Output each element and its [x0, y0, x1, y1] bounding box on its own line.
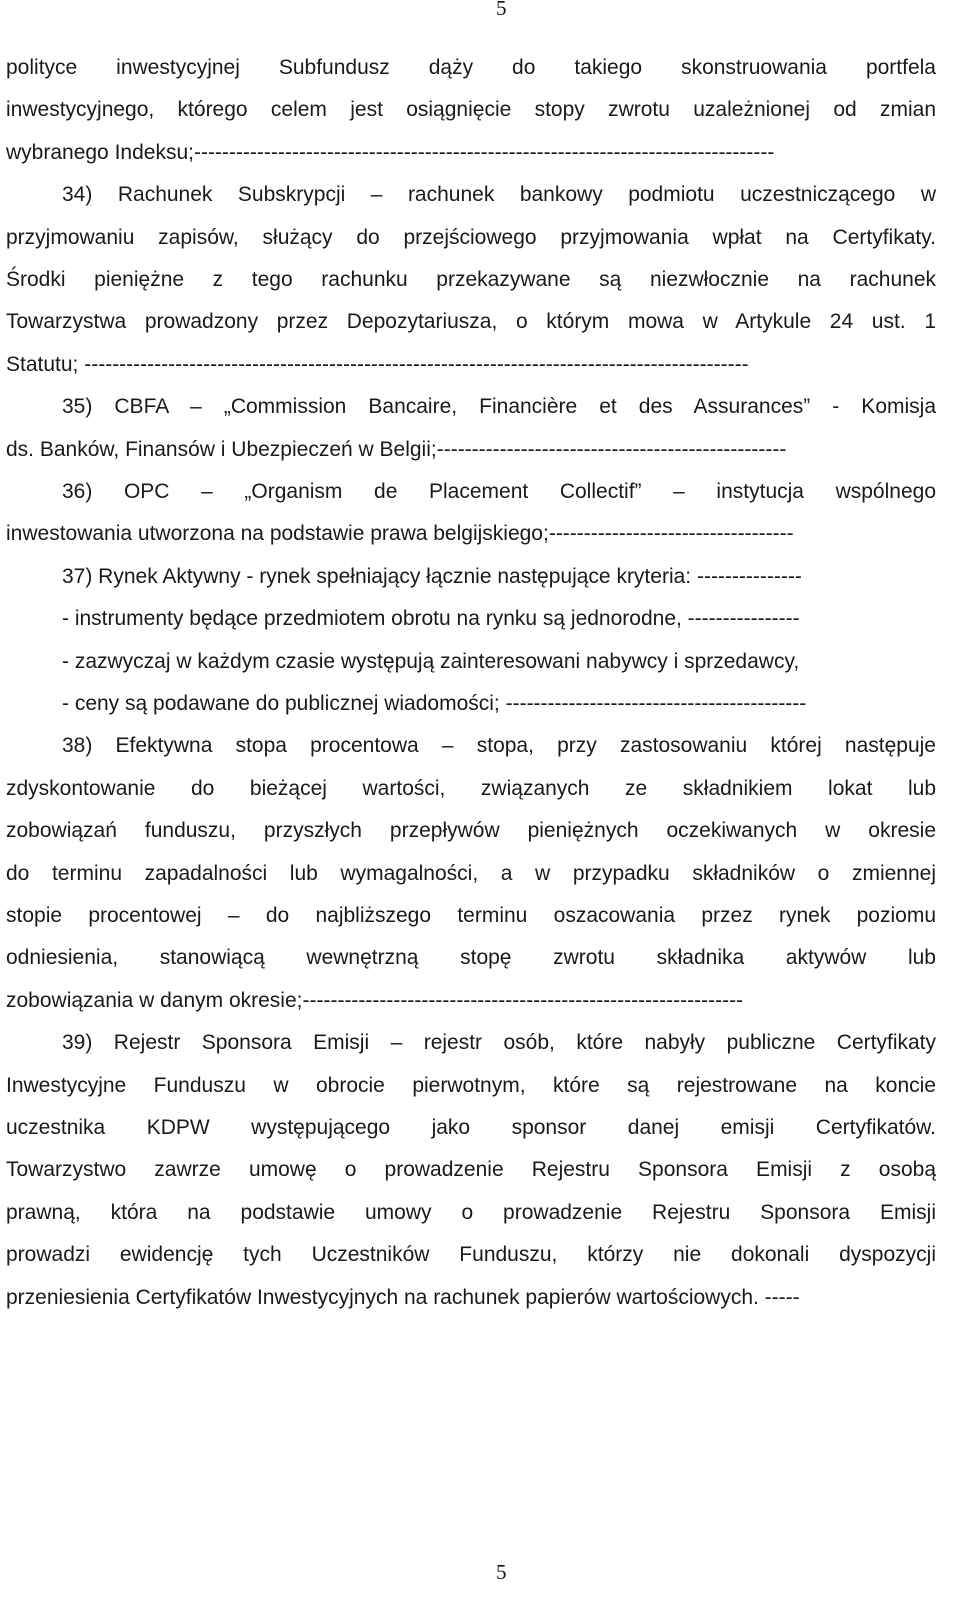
text-line: 38) Efektywna stopa procentowa – stopa, przy zastosowaniu której następuje [62, 734, 936, 758]
text-line: zobowiązania w danym okresie;--------------------------------------------------------------- [6, 988, 744, 1012]
text-line: 35) CBFA – „Commission Bancaire, Financière et des Assurances” - Komisja [62, 395, 936, 419]
text-line: Towarzystwa prowadzony przez Depozytariusza, o którym mowa w Artykule 24 ust. 1 [6, 310, 936, 334]
text-line: 39) Rejestr Sponsora Emisji – rejestr osób, które nabyły publiczne Certyfikaty [62, 1031, 936, 1055]
text-line: uczestnika KDPW występującego jako sponsor danej emisji Certyfikatów. [6, 1116, 936, 1139]
text-line: wybranego Indeksu;----------------------------------------------------------------------------------- [6, 140, 775, 164]
text-line: 36) OPC – „Organism de Placement Collectif” – instytucja wspólnego [62, 480, 936, 503]
text-line: przeniesienia Certyfikatów Inwestycyjnych na rachunek papierów wartościowych. ----- [6, 1285, 800, 1309]
text-line: - zazwyczaj w każdym czasie występują zainteresowani nabywcy i sprzedawcy, [62, 649, 800, 673]
page-number-top: 5 [496, 0, 507, 20]
text-line: Inwestycyjne Funduszu w obrocie pierwotnym, które są rejestrowane na koncie [6, 1073, 936, 1097]
text-line: do terminu zapadalności lub wymagalności, a w przypadku składników o zmiennej [6, 861, 936, 885]
text-line: zdyskontowanie do bieżącej wartości, związanych ze składnikiem lokat lub [6, 776, 936, 800]
text-line: inwestowania utworzona na podstawie prawa belgijskiego;----------------------------------- [6, 522, 794, 546]
text-line: 34) Rachunek Subskrypcji – rachunek bankowy podmiotu uczestniczącego w [62, 183, 936, 207]
text-line: Towarzystwo zawrze umowę o prowadzenie Rejestru Sponsora Emisji z osobą [6, 1158, 936, 1182]
text-line: prawną, która na podstawie umowy o prowadzenie Rejestru Sponsora Emisji [6, 1200, 936, 1224]
text-line: zobowiązań funduszu, przyszłych przepływów pieniężnych oczekiwanych w okresie [6, 819, 936, 843]
text-line: prowadzi ewidencję tych Uczestników Funduszu, którzy nie dokonali dyspozycji [6, 1243, 936, 1267]
text-line: Statutu; ----------------------------------------------------------------------------------------------- [6, 352, 749, 376]
text-line: przyjmowaniu zapisów, służący do przejściowego przyjmowania wpłat na Certyfikaty. [6, 225, 936, 249]
text-line: inwestycyjnego, którego celem jest osiągnięcie stopy zwrotu uzależnionej od zmian [6, 98, 936, 122]
text-line: ds. Banków, Finansów i Ubezpieczeń w Belgii;-------------------------------------------------- [6, 437, 787, 461]
text-line: - ceny są podawane do publicznej wiadomości; ------------------------------------------- [62, 692, 807, 715]
text-line: odniesienia, stanowiącą wewnętrzną stopę zwrotu składnika aktywów lub [6, 946, 936, 970]
page-number-bottom: 5 [496, 1560, 507, 1584]
text-line: - instrumenty będące przedmiotem obrotu na rynku są jednorodne, ---------------- [62, 607, 800, 631]
text-line: stopie procentowej – do najbliższego terminu oszacowania przez rynek poziomu [6, 904, 936, 927]
text-line: polityce inwestycyjnej Subfundusz dąży do takiego skonstruowania portfela [6, 56, 936, 79]
text-line: 37) Rynek Aktywny - rynek spełniający łącznie następujące kryteria: --------------- [62, 564, 802, 588]
text-line: Środki pieniężne z tego rachunku przekazywane są niezwłocznie na rachunek [6, 268, 936, 291]
